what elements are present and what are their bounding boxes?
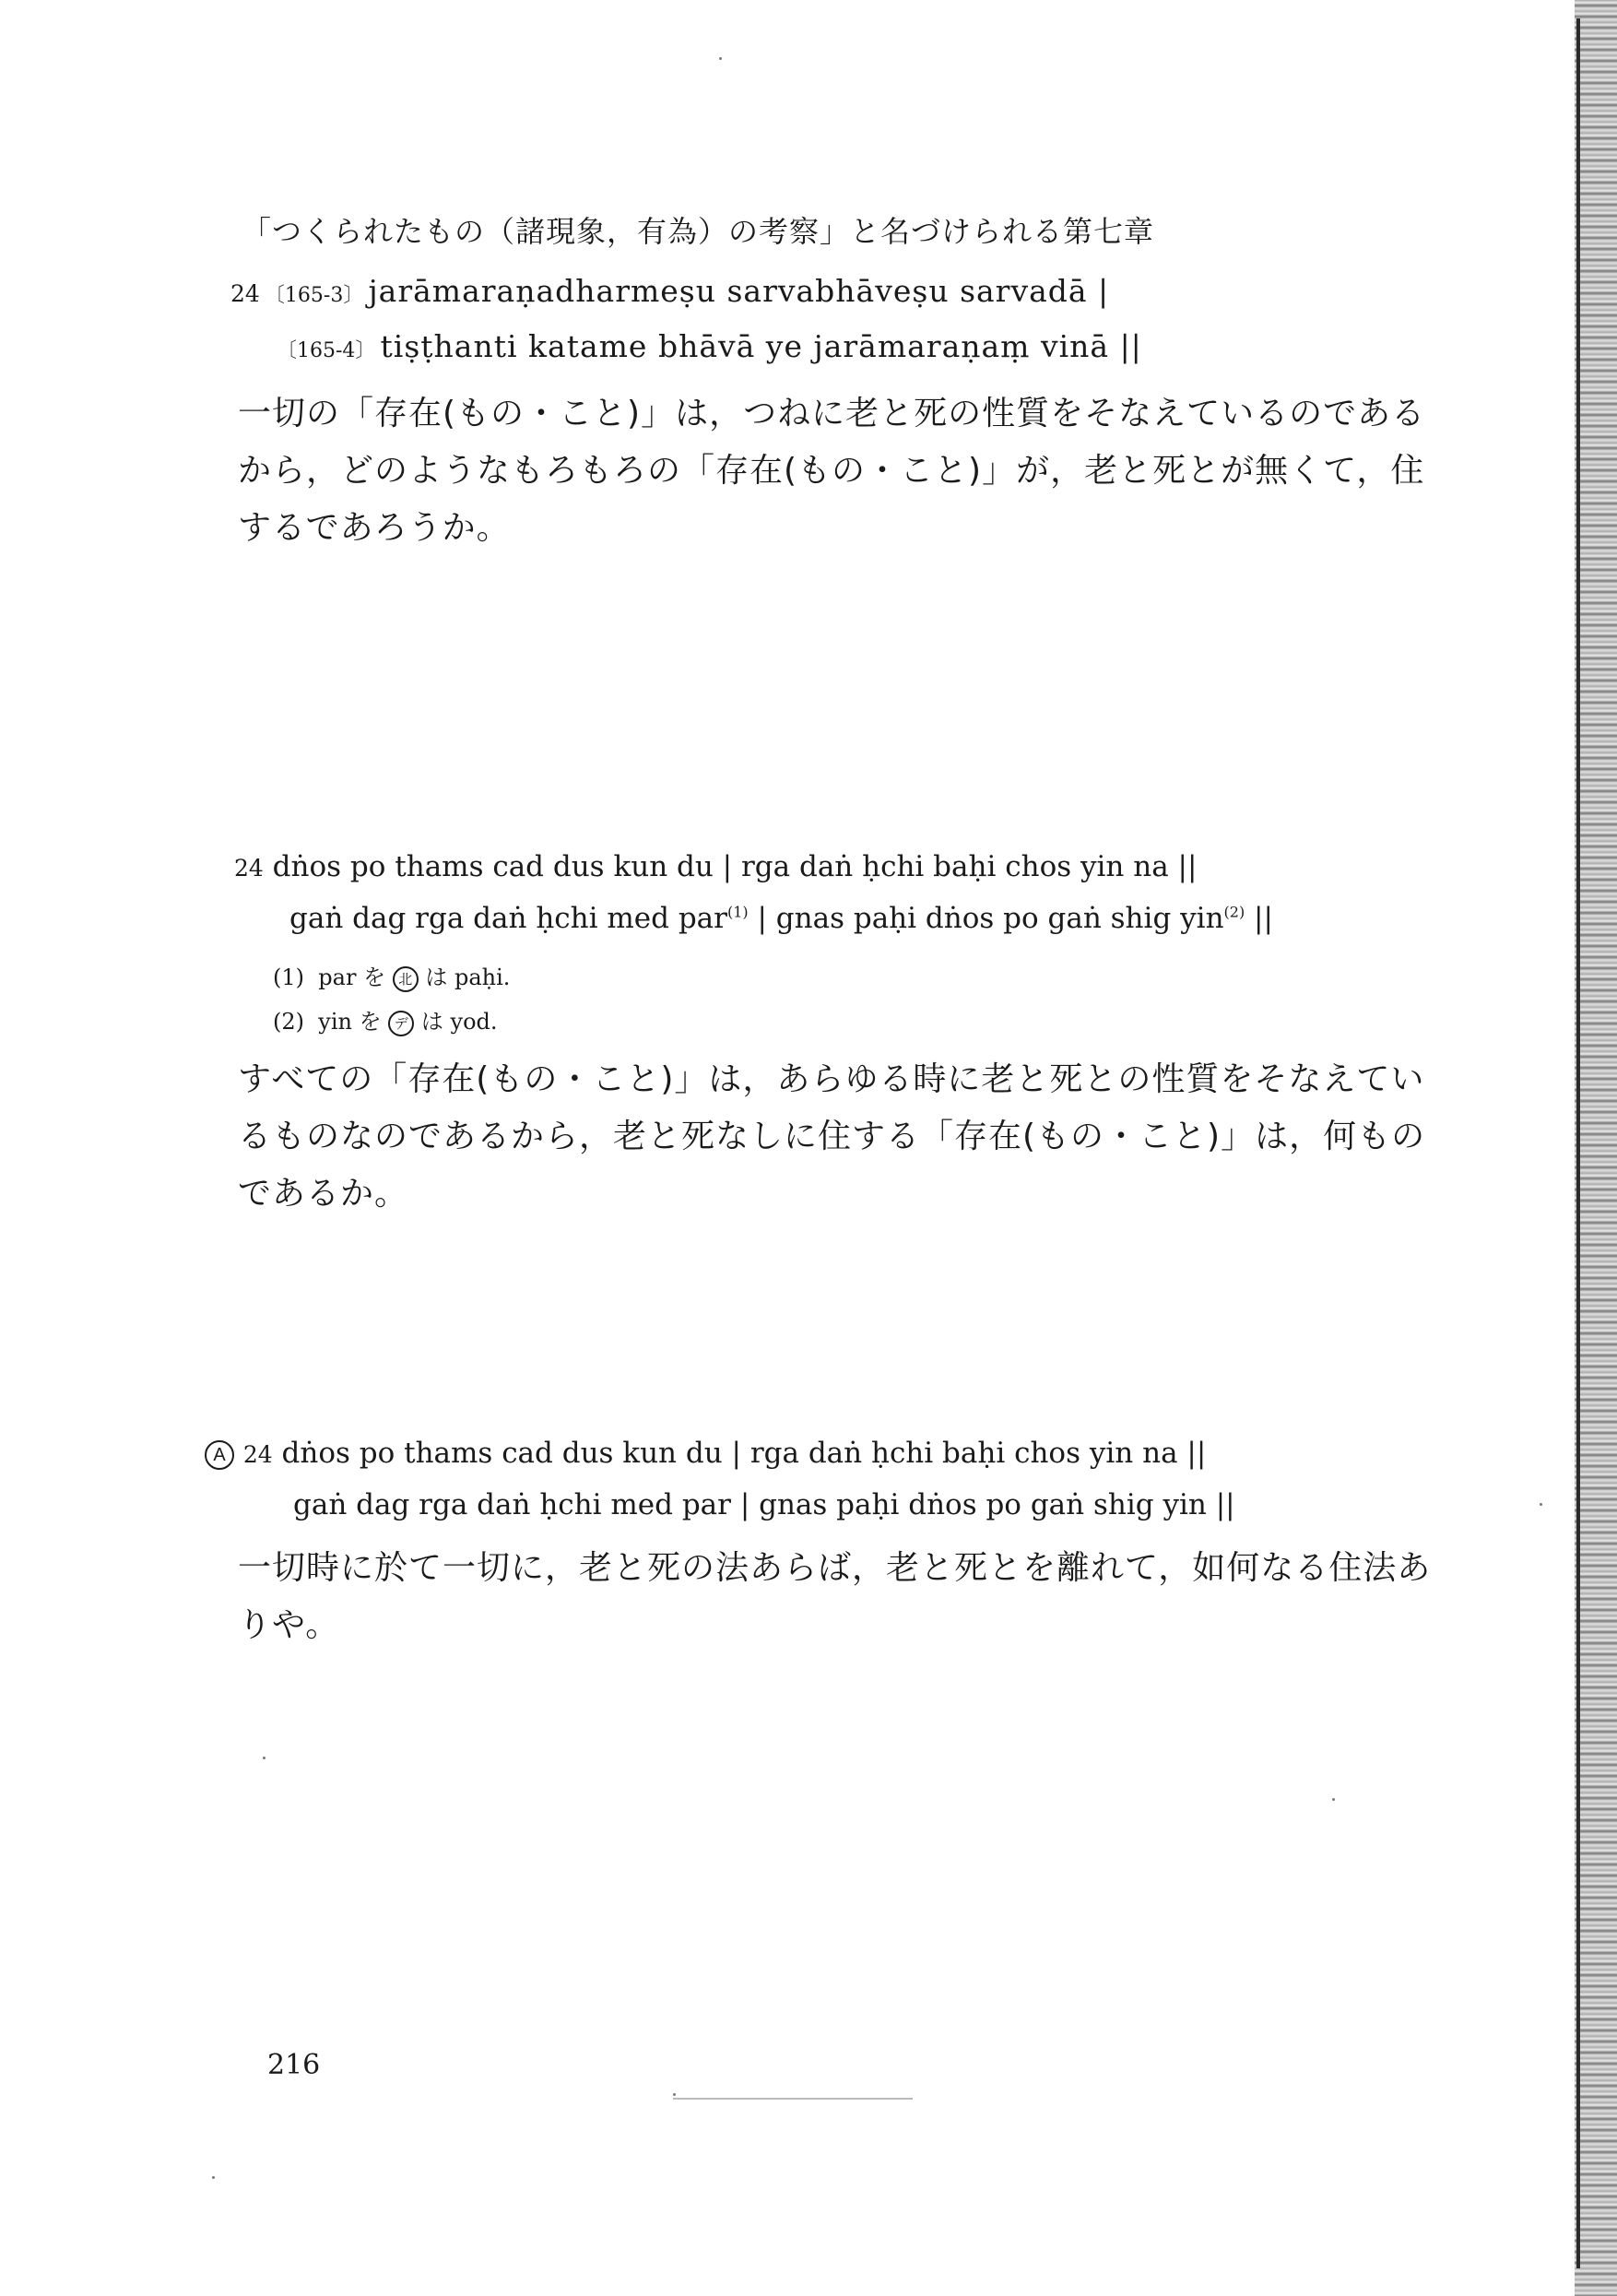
scan-speck [263, 1757, 266, 1759]
tibetan-text: gaṅ dag rga daṅ ḥchi med par [289, 902, 727, 935]
verse-number: 24 [230, 280, 260, 307]
akutobhaya-mark-icon: A [205, 1440, 234, 1470]
footnote-ref: (1) [726, 903, 749, 921]
scanned-page-edge [1575, 0, 1617, 2296]
verse-number: 24 [234, 855, 264, 882]
footnote-word: par [318, 965, 357, 990]
tibetan-translation: すべての「存在(もの・こと)」は，あらゆる時に老と死との性質をそなえているものなのであるから，老と死なしに住する「存在(もの・こと)」は，何ものであるか。 [238, 1060, 1426, 1213]
footnote-number: (1) [273, 965, 304, 990]
tibetan-line-1 [234, 850, 1197, 883]
scan-speck [719, 57, 722, 60]
edition-mark-icon: 北 [393, 966, 419, 992]
footnote-1 [273, 959, 510, 992]
verse-reference: 〔165-4〕 [277, 339, 376, 362]
sanskrit-text: jarāmaraṇadharmeṣu sarvabhāveṣu sarvadā | [368, 273, 1110, 309]
page-number: 216 [267, 2049, 321, 2081]
footnote-particle: を [359, 1009, 382, 1035]
footnote-word: yin [318, 1009, 352, 1035]
scan-smudge [673, 2098, 913, 2100]
footnote-particle: は [425, 965, 448, 990]
scan-speck [673, 2093, 676, 2096]
edition-mark-icon: デ [388, 1011, 414, 1036]
footnote-ref: (2) [1223, 903, 1245, 921]
tibetan-text: || [1245, 902, 1273, 935]
footnote-particle: は [420, 1009, 443, 1035]
footnote-2 [273, 1003, 498, 1036]
footnote-reading: yod. [450, 1009, 498, 1035]
sanskrit-line-1 [230, 273, 1109, 309]
binding-line [1576, 18, 1580, 2268]
sanskrit-translation: 一切の「存在(もの・こと)」は，つねに老と死の性質をそなえているのであるから，どのようなもろもろの「存在(もの・こと)」が，老と死とが無くて，住するであろうか。 [238, 395, 1426, 547]
verse-number: 24 [242, 1441, 273, 1468]
scan-speck [1540, 1503, 1542, 1506]
footnote-particle: を [363, 965, 386, 990]
footnote-reading: paḥi. [454, 965, 511, 990]
scan-speck [212, 2176, 215, 2179]
tibetan-line-2 [289, 902, 1273, 935]
akutobhaya-translation: 一切時に於て一切に，老と死の法あらば，老と死とを離れて，如何なる住法ありや。 [238, 1549, 1432, 1644]
akutobhaya-line-1 [205, 1437, 1206, 1470]
chapter-heading: 「つくられたもの（諸現象，有為）の考察」と名づけられる第七章 [242, 214, 1155, 249]
footnote-number: (2) [273, 1009, 304, 1035]
sanskrit-line-2 [277, 328, 1142, 364]
scan-speck [1332, 1798, 1335, 1801]
tibetan-text: dṅos po thams cad dus kun du | rga daṅ ḥchi baḥi chos yin na || [272, 850, 1198, 883]
akutobhaya-line-2: gaṅ dag rga daṅ ḥchi med par | gnas paḥi dṅos po gaṅ shig yin || [293, 1488, 1235, 1521]
verse-reference: 〔165-3〕 [264, 284, 364, 307]
tibetan-text: | gnas paḥi dṅos po gaṅ shig yin [748, 902, 1224, 935]
sanskrit-text: tiṣṭhanti katame bhāvā ye jarāmaraṇaṃ vinā || [380, 328, 1142, 364]
tibetan-text: dṅos po thams cad dus kun du | rga daṅ ḥchi baḥi chos yin na || [281, 1437, 1207, 1470]
